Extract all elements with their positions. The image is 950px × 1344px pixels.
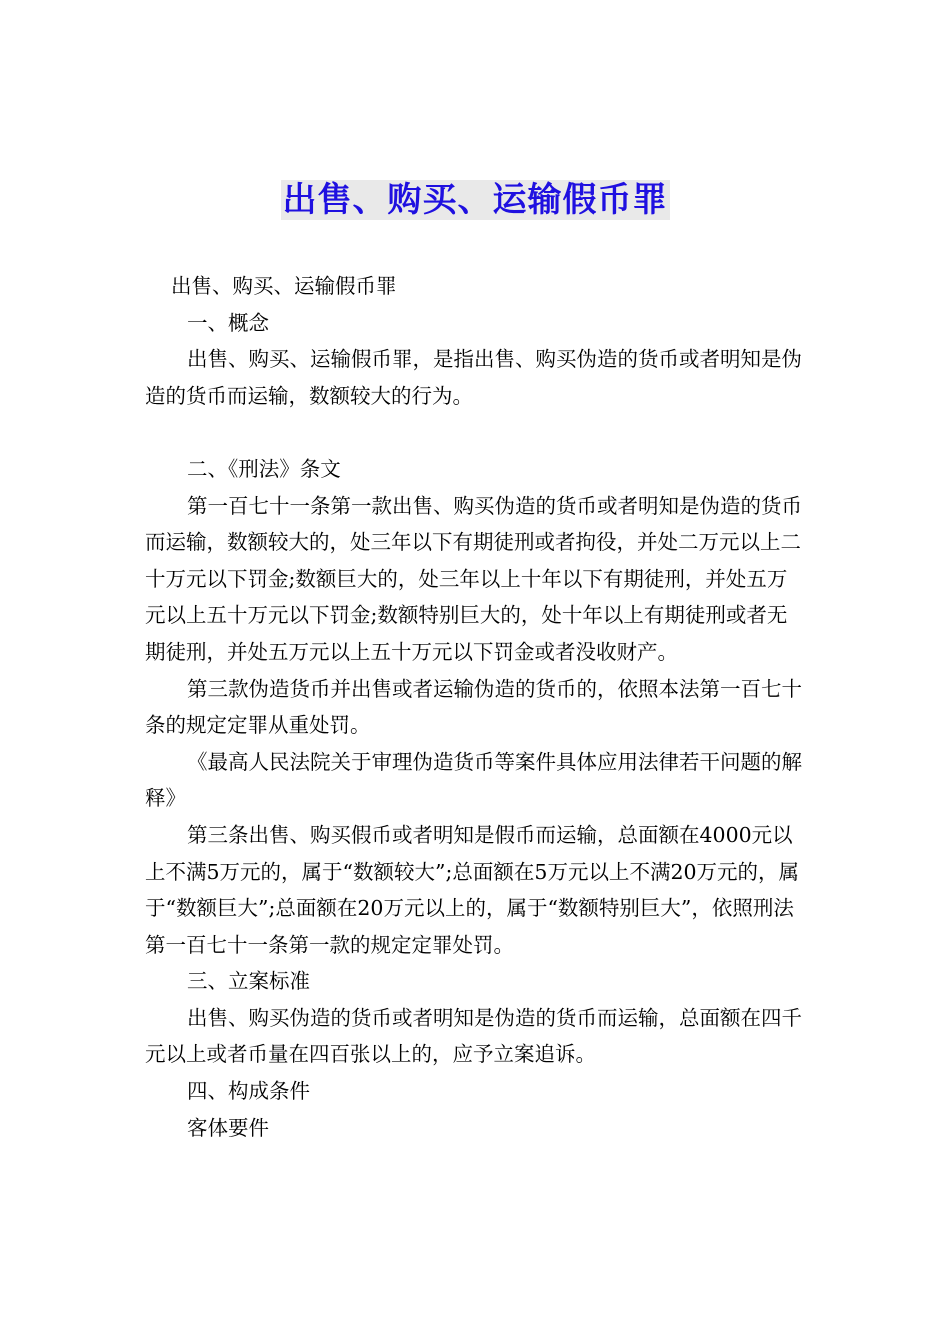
document-title: 出售、购买、运输假币罪 bbox=[282, 180, 668, 220]
section-heading-criminal-law: 二、《刑法》条文 bbox=[187, 456, 341, 481]
section-heading-concept: 一、概念 bbox=[187, 310, 269, 335]
article-3-paragraph: 第三条出售、购买假币或者明知是假币而运输，总面额在4000元以上不满5万元的，属于“数额较大”;总面额在5万元以上不满20万元的，属于“数额巨大”;总面额在20万元以上的，属于“数额特别巨大”，依照刑法第一百七十一条第一款的规定定罪处罚。 bbox=[145, 822, 800, 957]
document-title-block bbox=[0, 175, 950, 225]
filing-standard-paragraph: 出售、购买伪造的货币或者明知是伪造的货币而运输，总面额在四千元以上或者币量在四百张以上的，应予立案追诉。 bbox=[145, 1005, 802, 1067]
document-body bbox=[145, 268, 807, 1146]
article-171-paragraph: 第一百七十一条第一款出售、购买伪造的货币或者明知是伪造的货币而运输，数额较大的，处三年以下有期徒刑或者拘役，并处二万元以上二十万元以下罚金;数额巨大的，处三年以上十年以下有期徒刑，并处五万元以上五十万元以下罚金;数额特别巨大的，处十年以上有期徒刑或者无期徒刑，并处五万元以上五十万元以下罚金或者没收财产。 bbox=[145, 493, 802, 664]
subheading-object-element: 客体要件 bbox=[187, 1115, 269, 1140]
concept-paragraph: 出售、购买、运输假币罪，是指出售、购买伪造的货币或者明知是伪造的货币而运输，数额较大的行为。 bbox=[145, 347, 802, 408]
paragraph-spacer bbox=[145, 414, 807, 451]
section-heading-constituent-elements: 四、构成条件 bbox=[187, 1079, 310, 1104]
intro-paragraph: 出售、购买、运输假币罪 bbox=[171, 274, 397, 298]
clause-3-paragraph: 第三款伪造货币并出售或者运输伪造的货币的，依照本法第一百七十条的规定定罪从重处罚。 bbox=[145, 676, 802, 738]
judicial-interpretation-title: 《最高人民法院关于审理伪造货币等案件具体应用法律若干问题的解释》 bbox=[145, 749, 802, 811]
section-heading-filing-standard: 三、立案标准 bbox=[187, 969, 310, 994]
